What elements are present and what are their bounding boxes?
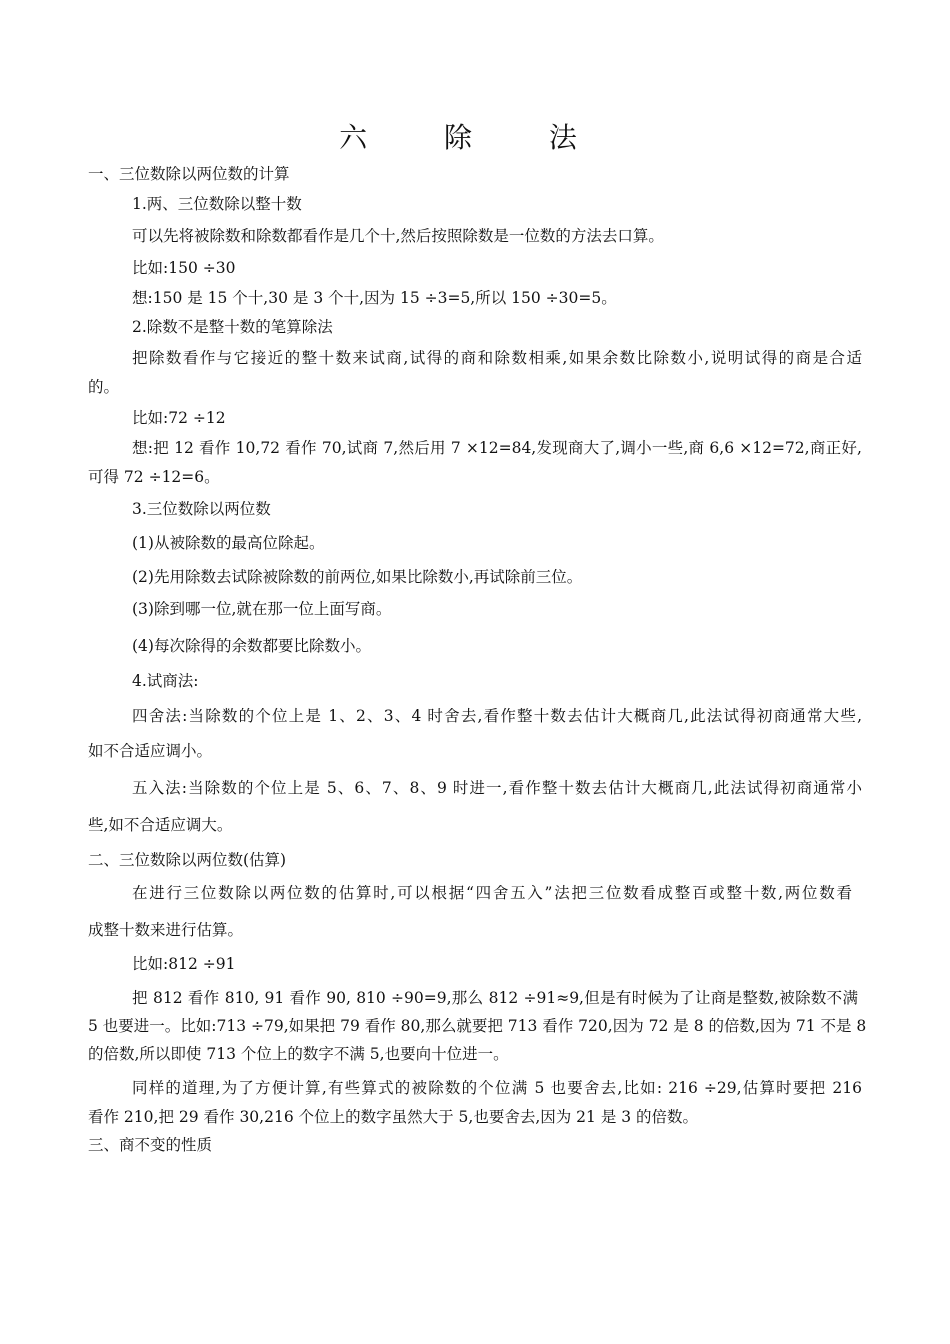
paragraph-line: 看作 210,把 29 看作 30,216 个位上的数字虽然大于 5,也要舍去,因为 21 是 3 的倍数。 bbox=[88, 1108, 699, 1126]
subheading-2: 2.除数不是整十数的笔算除法 bbox=[132, 318, 333, 336]
paragraph-line: 可以先将被除数和除数都看作是几个十,然后按照除数是一位数的方法去口算。 bbox=[132, 227, 664, 245]
paragraph-line: 如不合适应调小。 bbox=[88, 742, 213, 760]
paragraph-line: 5 也要进一。比如:713 ÷79,如果把 79 看作 80,那么就要把 713 看作 720,因为 72 是 8 的倍数,因为 71 不是 8 bbox=[88, 1017, 867, 1035]
subheading-4: 4.试商法: bbox=[132, 672, 199, 690]
paragraph-line: 五入法:当除数的个位上是 5、6、7、8、9 时进一,看作整十数去估计大概商几,此法试得初商通常小 bbox=[132, 779, 862, 797]
section-heading-1: 一、三位数除以两位数的计算 bbox=[88, 165, 290, 183]
paragraph-line: 四舍法:当除数的个位上是 1、2、3、4 时舍去,看作整十数去估计大概商几,此法试得初商通常大些, bbox=[132, 707, 862, 725]
paragraph-line: 些,如不合适应调大。 bbox=[88, 816, 233, 834]
paragraph-line: 可得 72 ÷12=6。 bbox=[88, 468, 220, 486]
list-item: (3)除到哪一位,就在那一位上面写商。 bbox=[132, 600, 392, 618]
paragraph-line: 的。 bbox=[88, 378, 120, 396]
paragraph-line: 成整十数来进行估算。 bbox=[88, 921, 244, 939]
subheading-3: 3.三位数除以两位数 bbox=[132, 500, 271, 518]
list-item: (4)每次除得的余数都要比除数小。 bbox=[132, 637, 371, 655]
subheading-1: 1.两、三位数除以整十数 bbox=[132, 195, 302, 213]
section-heading-2: 二、三位数除以两位数(估算) bbox=[88, 851, 287, 869]
paragraph-line: 同样的道理,为了方便计算,有些算式的被除数的个位满 5 也要舍去,比如: 216 ÷29,估算时要把 216 bbox=[132, 1079, 862, 1097]
paragraph-line: 把除数看作与它接近的整十数来试商,试得的商和除数相乘,如果余数比除数小,说明试得的商是合适 bbox=[132, 349, 862, 367]
paragraph-line: 的倍数,所以即使 713 个位上的数字不满 5,也要向十位进一。 bbox=[88, 1045, 509, 1063]
list-item: (2)先用除数去试除被除数的前两位,如果比除数小,再试除前三位。 bbox=[132, 568, 583, 586]
page-title: 六 除 法 bbox=[339, 121, 611, 154]
paragraph-line: 把 812 看作 810, 91 看作 90, 810 ÷90=9,那么 812 ÷91≈9,但是有时候为了让商是整数,被除数不满 bbox=[132, 989, 858, 1007]
paragraph-line: 想:150 是 15 个十,30 是 3 个十,因为 15 ÷3=5,所以 150 ÷30=5。 bbox=[132, 289, 617, 307]
section-heading-3: 三、商不变的性质 bbox=[88, 1136, 213, 1154]
paragraph-line: 在进行三位数除以两位数的估算时,可以根据“四舍五入”法把三位数看成整百或整十数,两位数看 bbox=[132, 884, 852, 902]
example-line: 比如:150 ÷30 bbox=[132, 259, 236, 277]
example-line: 比如:812 ÷91 bbox=[132, 955, 236, 973]
paragraph-line: 想:把 12 看作 10,72 看作 70,试商 7,然后用 7 ×12=84,发现商大了,调小一些,商 6,6 ×12=72,商正好, bbox=[132, 439, 862, 457]
example-line: 比如:72 ÷12 bbox=[132, 409, 226, 427]
list-item: (1)从被除数的最高位除起。 bbox=[132, 534, 325, 552]
